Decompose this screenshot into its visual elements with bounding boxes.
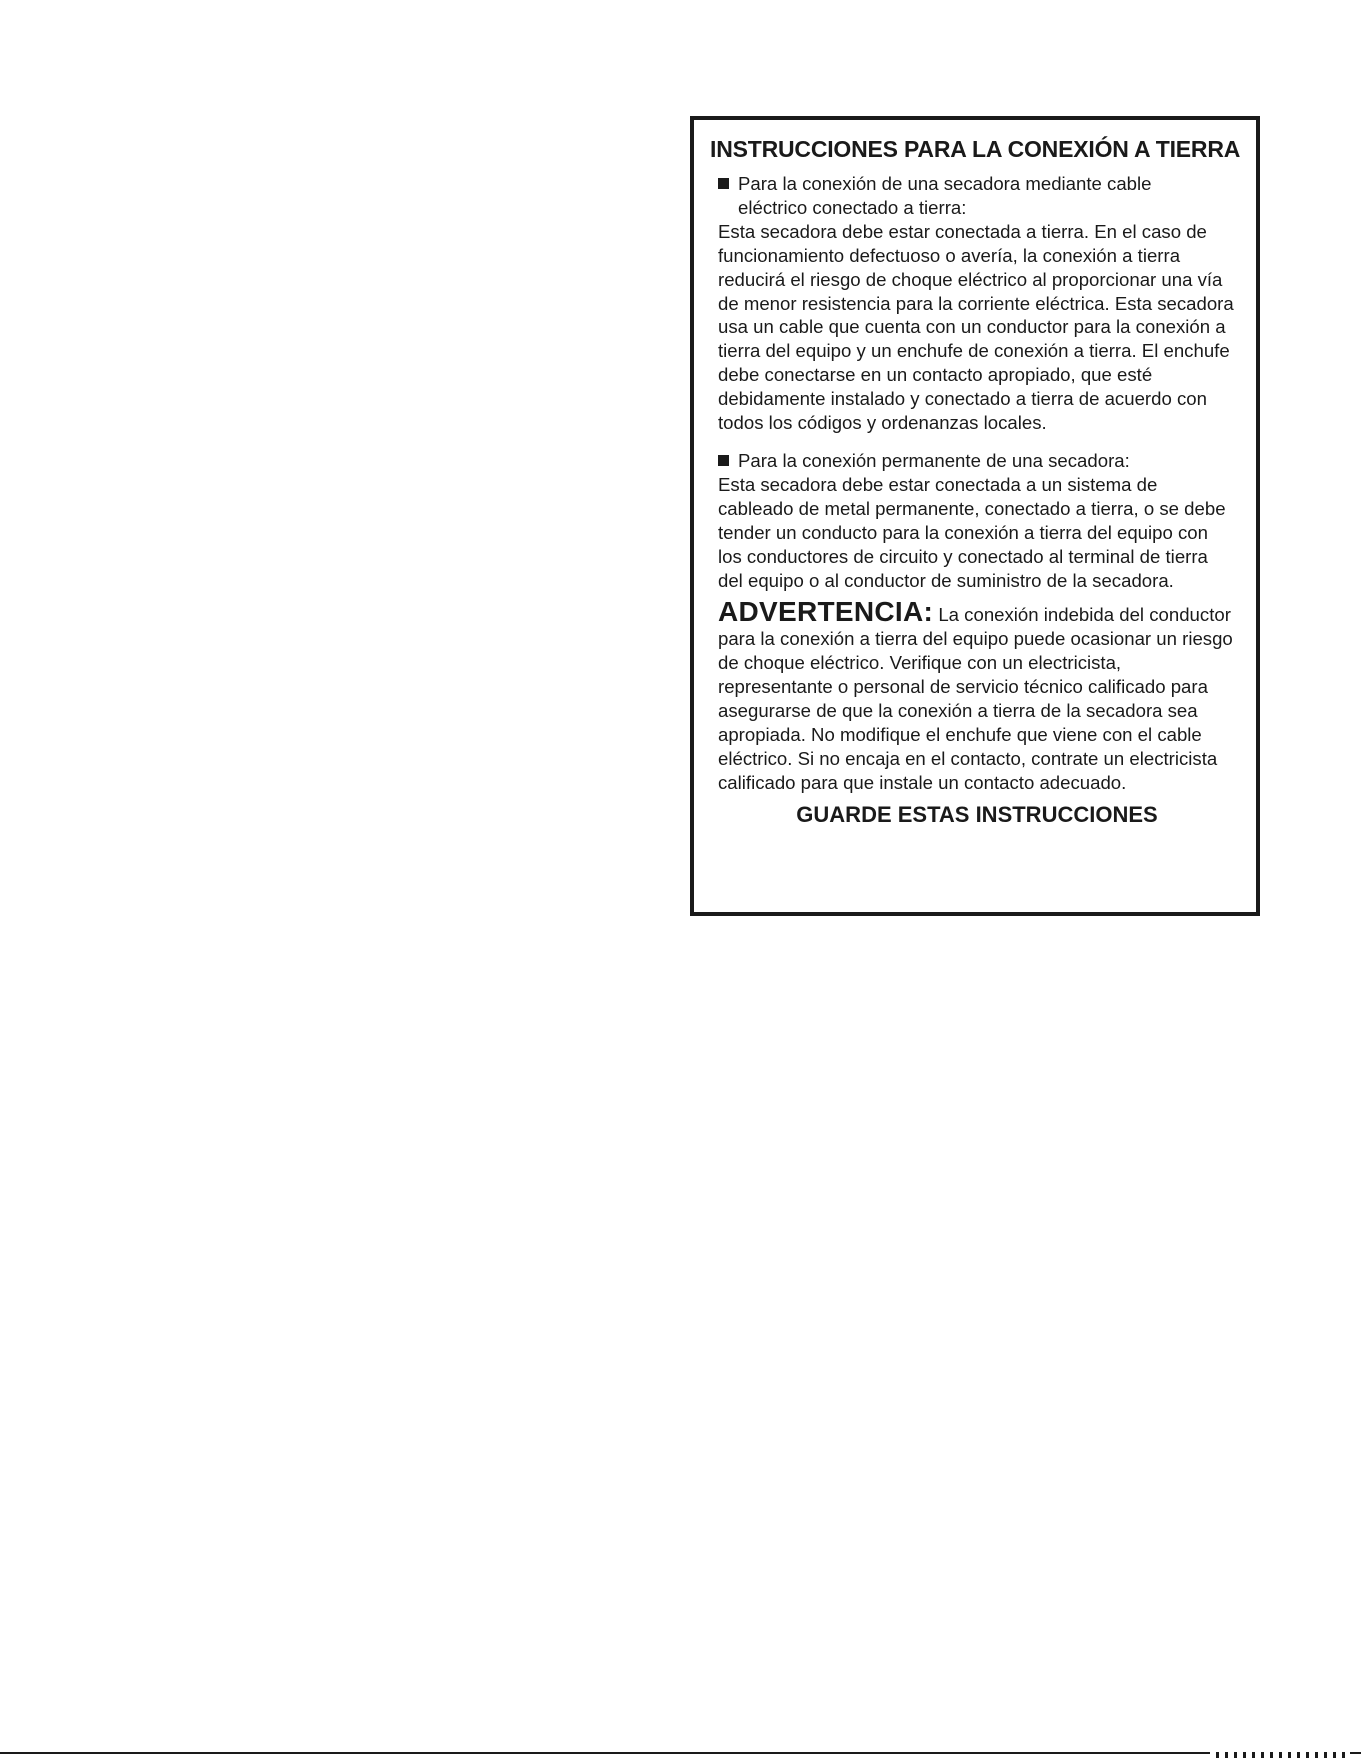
footer-marks xyxy=(1210,1752,1350,1758)
warning-paragraph xyxy=(718,598,1236,794)
warning-label: ADVERTENCIA: xyxy=(718,596,934,628)
notice-title: INSTRUCCIONES PARA LA CONEXIÓN A TIERRA xyxy=(710,136,1241,162)
section1-heading-line1: Para la conexión de una secadora mediante cable xyxy=(738,173,1152,194)
grounding-instructions-box xyxy=(690,116,1260,916)
square-bullet-icon xyxy=(718,178,729,189)
section1-heading xyxy=(718,172,1236,220)
square-bullet-icon xyxy=(718,455,729,466)
section2-body: Esta secadora debe estar conectada a un sistema de cableado de metal permanente, conectado a tierra, o se debe tender un conducto para la conexión a tierra del equipo con los conductores de circuito y conectado al terminal de tierra del equipo o al conductor de suministro de la secadora. xyxy=(718,473,1226,591)
section-spacer xyxy=(718,435,1236,449)
section1-body: Esta secadora debe estar conectada a tierra. En el caso de funcionamiento defectuoso o avería, la conexión a tierra reducirá el riesgo de choque eléctrico al proporcionar una vía de menor resistencia para la corriente eléctrica. Esta secadora usa un cable que cuenta con un conductor para la conexión a tierra del equipo y un enchufe de conexión a tierra. El enchufe debe conectarse en un contacto apropiado, que esté debidamente instalado y conectado a tierra de acuerdo con todos los códigos y ordenanzas locales. xyxy=(718,220,1234,434)
save-instructions-heading: GUARDE ESTAS INSTRUCCIONES xyxy=(796,801,1158,827)
section1-heading-line2: eléctrico conectado a tierra: xyxy=(738,196,967,218)
section2-heading xyxy=(718,449,1236,473)
warning-body: La conexión indebida del conductor para la conexión a tierra del equipo puede ocasionar un riesgo de choque eléctrico. Verifique con un electricista, representante o personal de servicio técnico calificado para asegurarse de que la conexión a tierra de la secadora sea apropiada. No modifique el enchufe que viene con el cable eléctrico. Si no encaja en el contacto, contrate un electricista calificado para que instale un contacto adecuado. xyxy=(718,604,1233,793)
footer-rule xyxy=(0,1752,1361,1754)
section2-heading-text: Para la conexión permanente de una secadora: xyxy=(738,449,1130,471)
